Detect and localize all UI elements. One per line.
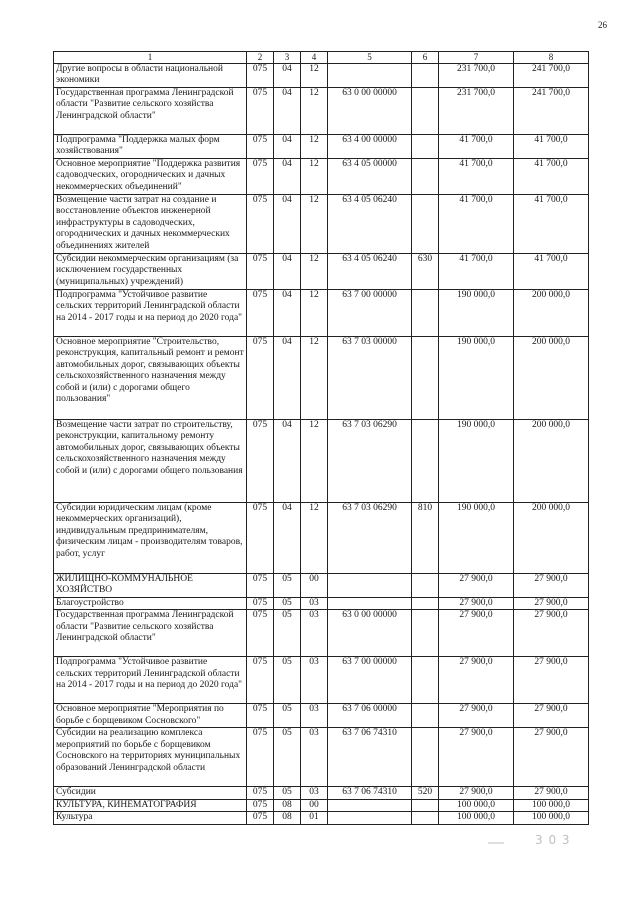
- row-name-cell: Государственная программа Ленинградской области "Развитие сельского хозяйства Ленинградской области": [54, 88, 247, 135]
- row-amount-2019-cell: 27 900,0: [439, 704, 514, 728]
- row-amount-2020-cell: 100 000,0: [514, 799, 589, 811]
- row-amount-2019-cell: 190 000,0: [439, 503, 514, 574]
- table-row: [54, 420, 589, 503]
- row-amount-2019-cell: 41 700,0: [439, 254, 514, 290]
- table-row: [54, 254, 589, 290]
- row-ved-cell: 075: [247, 799, 274, 811]
- table-row: [54, 159, 589, 195]
- row-amount-2020-cell: 41 700,0: [514, 159, 589, 195]
- table-row: [54, 812, 589, 824]
- scan-smudge: [488, 842, 504, 844]
- row-amount-2019-cell: 27 900,0: [439, 574, 514, 598]
- row-name-cell: Государственная программа Ленинградской области "Развитие сельского хозяйства Ленинградской области": [54, 610, 247, 657]
- row-amount-2020-cell: 41 700,0: [514, 135, 589, 159]
- row-section-cell: 08: [274, 812, 301, 824]
- row-section-cell: 08: [274, 799, 301, 811]
- row-subsection-cell: 01: [301, 812, 328, 824]
- row-amount-2020-cell: 200 000,0: [514, 337, 589, 420]
- row-section-cell: 04: [274, 337, 301, 420]
- row-amount-2019-cell: 27 900,0: [439, 728, 514, 787]
- row-amount-2019-cell: 27 900,0: [439, 787, 514, 799]
- row-ved-cell: 075: [247, 787, 274, 799]
- row-ved-cell: 075: [247, 420, 274, 503]
- row-name-cell: Подпрограмма "Поддержка малых форм хозяйствования": [54, 135, 247, 159]
- table-row: [54, 787, 589, 799]
- row-exptype-cell: 630: [412, 254, 439, 290]
- row-target-cell: 63 7 00 00000: [328, 290, 412, 337]
- row-target-cell: 63 7 03 00000: [328, 337, 412, 420]
- row-section-cell: 04: [274, 503, 301, 574]
- row-amount-2020-cell: 41 700,0: [514, 195, 589, 254]
- row-target-cell: [328, 598, 412, 610]
- row-amount-2019-cell: 190 000,0: [439, 290, 514, 337]
- row-amount-2019-cell: 27 900,0: [439, 610, 514, 657]
- row-ved-cell: 075: [247, 159, 274, 195]
- row-section-cell: 05: [274, 574, 301, 598]
- row-name-cell: Возмещение части затрат по строительству, реконструкции, капитальному ремонту автомобильных дорог, связывающих объекты сельскохозяйственного назначения между собой и (или) с дорогами общего пользования: [54, 420, 247, 503]
- row-amount-2019-cell: 190 000,0: [439, 337, 514, 420]
- col-header-4: 4: [301, 52, 328, 64]
- row-exptype-cell: [412, 420, 439, 503]
- row-amount-2020-cell: 27 900,0: [514, 787, 589, 799]
- row-ved-cell: 075: [247, 195, 274, 254]
- row-target-cell: 63 4 00 00000: [328, 135, 412, 159]
- row-amount-2019-cell: 41 700,0: [439, 135, 514, 159]
- row-target-cell: 63 0 00 00000: [328, 88, 412, 135]
- row-exptype-cell: [412, 812, 439, 824]
- row-amount-2020-cell: 27 900,0: [514, 728, 589, 787]
- row-amount-2020-cell: 200 000,0: [514, 290, 589, 337]
- budget-table: [53, 51, 589, 825]
- row-section-cell: 04: [274, 64, 301, 88]
- row-section-cell: 05: [274, 598, 301, 610]
- row-exptype-cell: [412, 728, 439, 787]
- table-row: [54, 574, 589, 598]
- row-name-cell: ЖИЛИЩНО-КОММУНАЛЬНОЕ ХОЗЯЙСТВО: [54, 574, 247, 598]
- row-subsection-cell: 12: [301, 254, 328, 290]
- col-header-6: 6: [412, 52, 439, 64]
- row-section-cell: 05: [274, 610, 301, 657]
- row-amount-2019-cell: 231 700,0: [439, 88, 514, 135]
- row-subsection-cell: 00: [301, 574, 328, 598]
- table-row: [54, 64, 589, 88]
- row-exptype-cell: [412, 195, 439, 254]
- table-header-row: [54, 52, 589, 64]
- table-row: [54, 657, 589, 704]
- row-target-cell: 63 7 00 00000: [328, 657, 412, 704]
- table-row: [54, 88, 589, 135]
- row-subsection-cell: 00: [301, 799, 328, 811]
- row-amount-2020-cell: 27 900,0: [514, 657, 589, 704]
- row-amount-2019-cell: 231 700,0: [439, 64, 514, 88]
- row-section-cell: 04: [274, 290, 301, 337]
- row-target-cell: 63 4 05 06240: [328, 254, 412, 290]
- row-target-cell: 63 7 06 00000: [328, 704, 412, 728]
- row-ved-cell: 075: [247, 337, 274, 420]
- row-exptype-cell: 520: [412, 787, 439, 799]
- row-target-cell: 63 7 03 06290: [328, 503, 412, 574]
- row-exptype-cell: [412, 574, 439, 598]
- row-ved-cell: 075: [247, 610, 274, 657]
- row-amount-2020-cell: 27 900,0: [514, 610, 589, 657]
- handwritten-page-mark: 3 0 3: [535, 833, 571, 847]
- row-name-cell: Культура: [54, 812, 247, 824]
- row-subsection-cell: 03: [301, 704, 328, 728]
- row-name-cell: Подпрограмма "Устойчивое развитие сельских территорий Ленинградской области на 2014 - 2017 годы и на период до 2020 года": [54, 657, 247, 704]
- row-target-cell: [328, 64, 412, 88]
- col-header-2: 2: [247, 52, 274, 64]
- row-target-cell: 63 4 05 06240: [328, 195, 412, 254]
- row-ved-cell: 075: [247, 254, 274, 290]
- row-subsection-cell: 03: [301, 610, 328, 657]
- row-exptype-cell: [412, 610, 439, 657]
- row-amount-2020-cell: 27 900,0: [514, 574, 589, 598]
- table-row: [54, 610, 589, 657]
- row-target-cell: [328, 574, 412, 598]
- row-section-cell: 04: [274, 195, 301, 254]
- col-header-5: 5: [328, 52, 412, 64]
- table-row: [54, 135, 589, 159]
- table-row: [54, 503, 589, 574]
- row-amount-2019-cell: 41 700,0: [439, 195, 514, 254]
- row-name-cell: Благоустройство: [54, 598, 247, 610]
- row-ved-cell: 075: [247, 290, 274, 337]
- row-subsection-cell: 12: [301, 420, 328, 503]
- row-section-cell: 05: [274, 728, 301, 787]
- row-amount-2019-cell: 27 900,0: [439, 657, 514, 704]
- row-subsection-cell: 03: [301, 728, 328, 787]
- row-subsection-cell: 12: [301, 337, 328, 420]
- row-ved-cell: 075: [247, 812, 274, 824]
- row-subsection-cell: 03: [301, 787, 328, 799]
- row-subsection-cell: 12: [301, 159, 328, 195]
- row-amount-2019-cell: 41 700,0: [439, 159, 514, 195]
- row-exptype-cell: [412, 799, 439, 811]
- row-ved-cell: 075: [247, 503, 274, 574]
- table-row: [54, 728, 589, 787]
- row-ved-cell: 075: [247, 135, 274, 159]
- row-exptype-cell: [412, 290, 439, 337]
- row-target-cell: 63 0 00 00000: [328, 610, 412, 657]
- row-amount-2020-cell: 100 000,0: [514, 812, 589, 824]
- page-number: 26: [598, 20, 607, 30]
- row-section-cell: 05: [274, 704, 301, 728]
- col-header-1: 1: [54, 52, 247, 64]
- row-exptype-cell: [412, 657, 439, 704]
- row-amount-2020-cell: 200 000,0: [514, 420, 589, 503]
- table-row: [54, 195, 589, 254]
- row-section-cell: 04: [274, 254, 301, 290]
- row-name-cell: Субсидии юридическим лицам (кроме некоммерческих организаций), индивидуальным предпринимателям, физическим лицам - производителям товаров, работ, услуг: [54, 503, 247, 574]
- table-body: [54, 64, 589, 825]
- col-header-3: 3: [274, 52, 301, 64]
- row-amount-2020-cell: 41 700,0: [514, 254, 589, 290]
- table-row: [54, 337, 589, 420]
- row-subsection-cell: 12: [301, 290, 328, 337]
- row-name-cell: Основное мероприятие "Поддержка развития садоводческих, огороднических и дачных некоммерческих объединений": [54, 159, 247, 195]
- row-exptype-cell: [412, 64, 439, 88]
- col-header-8: 8: [514, 52, 589, 64]
- row-amount-2019-cell: 100 000,0: [439, 812, 514, 824]
- row-name-cell: Основное мероприятие "Строительство, реконструкция, капитальный ремонт и ремонт автомобильных дорог, связывающих объекты сельскохозяйственного назначения между собой и (или) с дорогами общего пользования": [54, 337, 247, 420]
- row-amount-2020-cell: 241 700,0: [514, 64, 589, 88]
- row-subsection-cell: 03: [301, 598, 328, 610]
- row-name-cell: КУЛЬТУРА, КИНЕМАТОГРАФИЯ: [54, 799, 247, 811]
- row-name-cell: Субсидии: [54, 787, 247, 799]
- row-subsection-cell: 12: [301, 64, 328, 88]
- row-target-cell: [328, 812, 412, 824]
- row-amount-2020-cell: 241 700,0: [514, 88, 589, 135]
- row-name-cell: Возмещение части затрат на создание и восстановление объектов инженерной инфраструктуры в садоводческих, огороднических и дачных некоммерческих объединениях жителей: [54, 195, 247, 254]
- col-header-7: 7: [439, 52, 514, 64]
- table-row: [54, 598, 589, 610]
- row-ved-cell: 075: [247, 598, 274, 610]
- row-exptype-cell: [412, 88, 439, 135]
- row-subsection-cell: 12: [301, 195, 328, 254]
- row-exptype-cell: [412, 598, 439, 610]
- row-section-cell: 05: [274, 787, 301, 799]
- row-target-cell: 63 7 03 06290: [328, 420, 412, 503]
- row-name-cell: Подпрограмма "Устойчивое развитие сельских территорий Ленинградской области на 2014 - 2017 годы и на период до 2020 года": [54, 290, 247, 337]
- row-amount-2020-cell: 27 900,0: [514, 598, 589, 610]
- row-exptype-cell: 810: [412, 503, 439, 574]
- row-ved-cell: 075: [247, 64, 274, 88]
- row-subsection-cell: 12: [301, 503, 328, 574]
- row-section-cell: 05: [274, 657, 301, 704]
- row-target-cell: 63 4 05 00000: [328, 159, 412, 195]
- row-exptype-cell: [412, 704, 439, 728]
- row-subsection-cell: 03: [301, 657, 328, 704]
- row-ved-cell: 075: [247, 88, 274, 135]
- row-section-cell: 04: [274, 420, 301, 503]
- row-target-cell: [328, 799, 412, 811]
- row-subsection-cell: 12: [301, 88, 328, 135]
- row-name-cell: Другие вопросы в области национальной экономики: [54, 64, 247, 88]
- row-amount-2020-cell: 27 900,0: [514, 704, 589, 728]
- row-section-cell: 04: [274, 159, 301, 195]
- row-subsection-cell: 12: [301, 135, 328, 159]
- table-row: [54, 704, 589, 728]
- row-name-cell: Субсидии некоммерческим организациям (за исключением государственных (муниципальных) учреждений): [54, 254, 247, 290]
- row-name-cell: Субсидии на реализацию комплекса мероприятий по борьбе с борщевиком Сосновского на территориях муниципальных образований Ленинградской области: [54, 728, 247, 787]
- row-section-cell: 04: [274, 88, 301, 135]
- row-exptype-cell: [412, 337, 439, 420]
- row-ved-cell: 075: [247, 657, 274, 704]
- row-section-cell: 04: [274, 135, 301, 159]
- row-ved-cell: 075: [247, 728, 274, 787]
- row-exptype-cell: [412, 159, 439, 195]
- row-amount-2019-cell: 190 000,0: [439, 420, 514, 503]
- row-ved-cell: 075: [247, 574, 274, 598]
- row-target-cell: 63 7 06 74310: [328, 728, 412, 787]
- table-row: [54, 290, 589, 337]
- row-ved-cell: 075: [247, 704, 274, 728]
- row-amount-2019-cell: 100 000,0: [439, 799, 514, 811]
- table-row: [54, 799, 589, 811]
- row-amount-2019-cell: 27 900,0: [439, 598, 514, 610]
- row-exptype-cell: [412, 135, 439, 159]
- row-amount-2020-cell: 200 000,0: [514, 503, 589, 574]
- row-target-cell: 63 7 06 74310: [328, 787, 412, 799]
- row-name-cell: Основное мероприятие "Мероприятия по борьбе с борщевиком Сосновского": [54, 704, 247, 728]
